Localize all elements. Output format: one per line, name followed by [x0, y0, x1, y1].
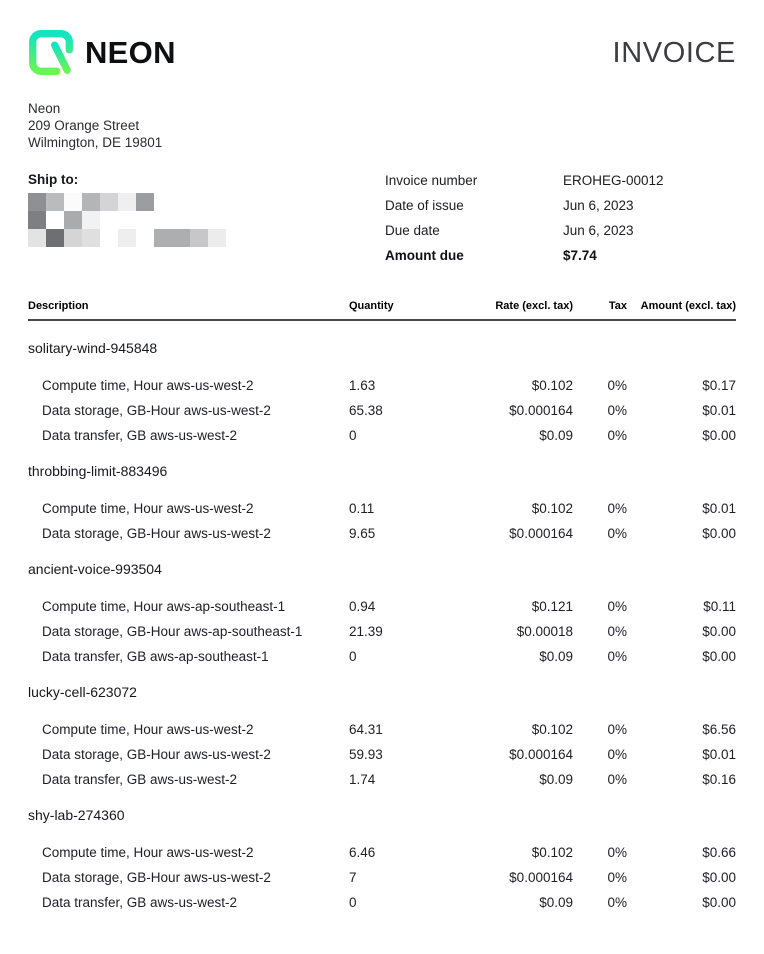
line-item-row: [28, 746, 736, 763]
mosaic-cell: [28, 193, 46, 211]
column-header-rate: Rate (excl. tax): [495, 300, 573, 312]
mosaic-cell: [154, 211, 172, 229]
line-item-description: Data storage, GB-Hour aws-ap-southeast-1: [42, 624, 303, 639]
line-item-tax: 0%: [607, 649, 627, 664]
line-item-description: Compute time, Hour aws-us-west-2: [42, 722, 254, 737]
project-group: [28, 340, 736, 444]
mosaic-cell: [82, 229, 100, 247]
line-item-description: Data transfer, GB aws-us-west-2: [42, 428, 238, 443]
mosaic-row: [28, 211, 385, 229]
meta-label: Date of issue: [385, 198, 464, 213]
line-item-amount: $0.66: [702, 845, 736, 860]
column-header-amount: Amount (excl. tax): [640, 300, 736, 312]
line-item-description: Data transfer, GB aws-ap-southeast-1: [42, 649, 269, 664]
meta-label: Due date: [385, 223, 440, 238]
line-item-amount: $0.00: [702, 526, 736, 541]
line-item-row: [28, 648, 736, 665]
meta-value: Jun 6, 2023: [563, 198, 634, 213]
line-item-quantity: 1.74: [349, 772, 376, 787]
mosaic-cell: [100, 211, 118, 229]
mosaic-cell: [208, 229, 226, 247]
line-item-row: [28, 377, 736, 394]
mosaic-cell: [154, 193, 172, 211]
company-address-line2: Wilmington, DE 19801: [28, 135, 163, 150]
project-group: [28, 807, 736, 911]
mosaic-row: [28, 229, 385, 247]
mosaic-cell: [208, 211, 226, 229]
meta-label: Invoice number: [385, 173, 478, 188]
line-item-amount: $0.00: [702, 428, 736, 443]
meta-row: [385, 198, 736, 214]
line-item-row: [28, 598, 736, 615]
line-item-quantity: 0: [349, 649, 357, 664]
line-item-row: [28, 525, 736, 542]
line-item-rate: $0.000164: [509, 870, 573, 885]
mosaic-cell: [82, 211, 100, 229]
mosaic-cell: [226, 211, 244, 229]
project-group-title: lucky-cell-623072: [28, 684, 137, 700]
line-item-rate: $0.102: [531, 845, 573, 860]
project-group: [28, 684, 736, 788]
line-item-rate: $0.09: [539, 772, 573, 787]
line-item-row: [28, 623, 736, 640]
line-item-amount: $0.17: [702, 378, 736, 393]
meta-row: [385, 223, 736, 239]
line-item-quantity: 21.39: [349, 624, 383, 639]
line-item-quantity: 0.94: [349, 599, 376, 614]
line-item-tax: 0%: [607, 624, 627, 639]
line-item-tax: 0%: [607, 895, 627, 910]
line-item-description: Data storage, GB-Hour aws-us-west-2: [42, 403, 271, 418]
line-item-amount: $0.00: [702, 649, 736, 664]
project-group: [28, 561, 736, 665]
meta-value: EROHEG-00012: [563, 173, 664, 188]
line-item-tax: 0%: [607, 747, 627, 762]
mosaic-cell: [28, 229, 46, 247]
line-item-amount: $0.11: [703, 599, 736, 614]
mosaic-cell: [136, 229, 154, 247]
line-item-quantity: 7: [349, 870, 357, 885]
mosaic-cell: [172, 193, 190, 211]
line-item-quantity: 0: [349, 428, 357, 443]
line-item-amount: $0.16: [702, 772, 736, 787]
mosaic-cell: [64, 211, 82, 229]
mosaic-cell: [28, 211, 46, 229]
project-group: [28, 463, 736, 542]
line-item-description: Data storage, GB-Hour aws-us-west-2: [42, 747, 271, 762]
line-item-tax: 0%: [607, 722, 627, 737]
line-item-quantity: 65.38: [349, 403, 383, 418]
line-item-quantity: 64.31: [349, 722, 383, 737]
mosaic-row: [28, 193, 385, 211]
line-item-description: Data storage, GB-Hour aws-us-west-2: [42, 526, 271, 541]
company-address-line1: 209 Orange Street: [28, 118, 140, 133]
line-item-quantity: 59.93: [349, 747, 383, 762]
line-item-amount: $0.00: [702, 895, 736, 910]
line-item-rate: $0.000164: [509, 403, 573, 418]
line-item-description: Data transfer, GB aws-us-west-2: [42, 772, 238, 787]
line-item-row: [28, 869, 736, 886]
project-group-title: throbbing-limit-883496: [28, 463, 168, 479]
meta-row: [385, 173, 736, 189]
ship-to-label: Ship to:: [28, 172, 79, 187]
line-item-tax: 0%: [607, 403, 627, 418]
mosaic-cell: [64, 193, 82, 211]
neon-logo-icon: [28, 30, 74, 76]
column-header-description: Description: [28, 300, 89, 312]
line-item-rate: $0.000164: [509, 747, 573, 762]
line-item-rate: $0.00018: [516, 624, 573, 639]
ship-to-block: [28, 172, 385, 247]
brand-wordmark: NEON: [85, 35, 176, 70]
line-item-amount: $0.00: [702, 624, 736, 639]
mosaic-cell: [190, 211, 208, 229]
mosaic-cell: [154, 229, 172, 247]
line-item-tax: 0%: [607, 772, 627, 787]
mosaic-cell: [172, 229, 190, 247]
invoice-header: [28, 30, 736, 76]
redacted-address-mosaic: [28, 193, 385, 247]
brand: [28, 30, 176, 76]
line-item-description: Data storage, GB-Hour aws-us-west-2: [42, 870, 271, 885]
shipto-and-meta-section: [28, 172, 736, 273]
meta-label: Amount due: [385, 248, 464, 263]
line-item-quantity: 0: [349, 895, 357, 910]
mosaic-cell: [118, 211, 136, 229]
line-item-tax: 0%: [607, 845, 627, 860]
mosaic-cell: [100, 193, 118, 211]
line-item-quantity: 1.63: [349, 378, 376, 393]
line-item-row: [28, 500, 736, 517]
line-item-rate: $0.102: [531, 501, 573, 516]
line-item-rate: $0.09: [539, 428, 573, 443]
line-item-row: [28, 844, 736, 861]
mosaic-cell: [118, 229, 136, 247]
mosaic-cell: [226, 193, 244, 211]
line-item-rate: $0.000164: [509, 526, 573, 541]
line-item-amount: $0.01: [702, 403, 736, 418]
column-header-tax: Tax: [608, 300, 627, 312]
mosaic-cell: [46, 229, 64, 247]
invoice-meta-block: [385, 172, 736, 273]
line-item-tax: 0%: [607, 870, 627, 885]
line-item-quantity: 9.65: [349, 526, 376, 541]
mosaic-cell: [208, 193, 226, 211]
mosaic-cell: [46, 211, 64, 229]
line-item-tax: 0%: [607, 501, 627, 516]
line-item-tax: 0%: [607, 428, 627, 443]
line-item-rate: $0.09: [539, 895, 573, 910]
line-item-row: [28, 894, 736, 911]
mosaic-cell: [46, 193, 64, 211]
mosaic-cell: [172, 211, 190, 229]
line-item-amount: $6.56: [702, 722, 736, 737]
line-item-description: Compute time, Hour aws-ap-southeast-1: [42, 599, 286, 614]
mosaic-cell: [100, 229, 118, 247]
invoice-line-items: [28, 340, 736, 911]
line-item-tax: 0%: [607, 526, 627, 541]
meta-value: Jun 6, 2023: [563, 223, 634, 238]
mosaic-cell: [190, 193, 208, 211]
line-item-row: [28, 721, 736, 738]
meta-value: $7.74: [563, 248, 597, 263]
mosaic-cell: [136, 211, 154, 229]
column-header-quantity: Quantity: [349, 300, 394, 312]
line-item-rate: $0.121: [531, 599, 573, 614]
mosaic-cell: [64, 229, 82, 247]
line-item-tax: 0%: [607, 599, 627, 614]
line-item-tax: 0%: [607, 378, 627, 393]
line-item-amount: $0.00: [702, 870, 736, 885]
line-item-quantity: 6.46: [349, 845, 376, 860]
project-group-title: solitary-wind-945848: [28, 340, 158, 356]
line-item-amount: $0.01: [702, 747, 736, 762]
mosaic-cell: [190, 229, 208, 247]
meta-row: [385, 248, 736, 264]
line-item-rate: $0.102: [531, 378, 573, 393]
line-item-row: [28, 402, 736, 419]
line-item-description: Compute time, Hour aws-us-west-2: [42, 501, 254, 516]
mosaic-cell: [136, 193, 154, 211]
line-item-row: [28, 771, 736, 788]
line-item-amount: $0.01: [702, 501, 736, 516]
line-item-quantity: 0.11: [349, 501, 375, 516]
invoice-title: INVOICE: [612, 37, 736, 69]
company-name: Neon: [28, 101, 61, 116]
mosaic-cell: [118, 193, 136, 211]
project-group-title: shy-lab-274360: [28, 807, 125, 823]
line-item-row: [28, 427, 736, 444]
mosaic-cell: [82, 193, 100, 211]
line-item-rate: $0.102: [531, 722, 573, 737]
line-item-rate: $0.09: [539, 649, 573, 664]
company-address-block: [28, 100, 736, 151]
project-group-title: ancient-voice-993504: [28, 561, 162, 577]
line-item-description: Compute time, Hour aws-us-west-2: [42, 845, 254, 860]
table-header-row: [28, 300, 736, 321]
line-item-description: Compute time, Hour aws-us-west-2: [42, 378, 254, 393]
line-item-description: Data transfer, GB aws-us-west-2: [42, 895, 238, 910]
mosaic-cell: [226, 229, 244, 247]
